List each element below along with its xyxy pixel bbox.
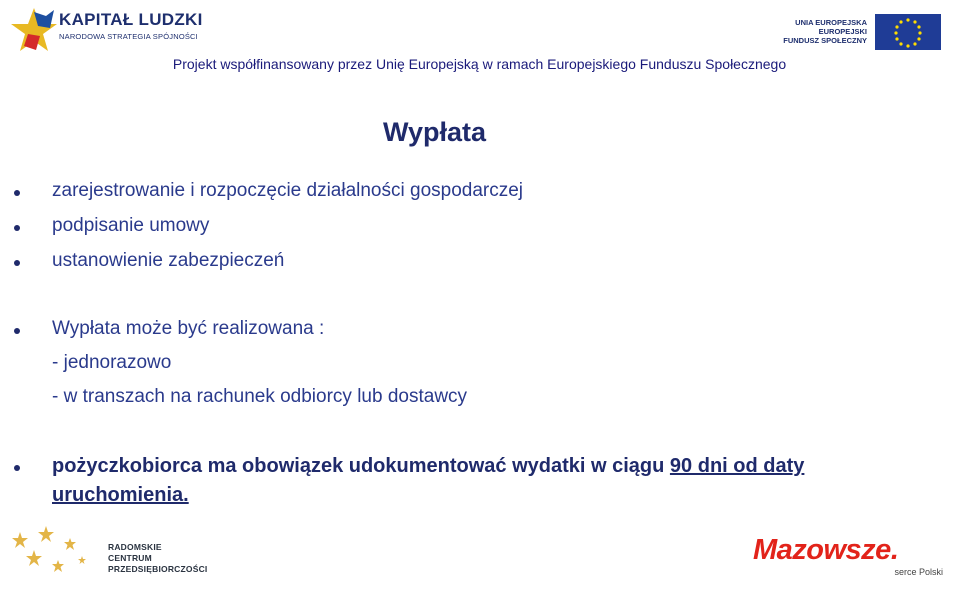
note-deadline: 90 dni od daty	[669, 455, 805, 477]
list-item-text: ustanowienie zabezpieczeń	[52, 250, 285, 271]
payout-option-text: - jednorazowo	[52, 352, 172, 373]
kapital-ludzki-title: KAPITAŁ LUDZKI	[59, 10, 203, 29]
project-cofinancing-line: Projekt współfinansowany przez Unię Europejską w ramach Europejskiego Funduszu Społecznego	[172, 56, 787, 72]
rcp-stars-icon	[8, 520, 100, 586]
kapital-ludzki-subtitle: NARODOWA STRATEGIA SPÓJNOŚCI	[59, 32, 198, 41]
bullet-icon	[14, 465, 20, 471]
payout-option-text: - w transzach na rachunek odbiorcy lub dostawcy	[52, 386, 468, 407]
bullet-icon	[14, 260, 20, 266]
eu-line1: UNIA EUROPEJSKA	[795, 18, 867, 27]
list-item-text: podpisanie umowy	[52, 215, 210, 236]
mazowsze-logo	[753, 534, 953, 584]
rcp-logo	[8, 520, 228, 588]
eu-text	[783, 18, 867, 45]
bullet-icon	[14, 328, 20, 334]
eu-flag-icon	[875, 14, 941, 50]
mazowsze-tagline: serce Polski	[894, 567, 943, 577]
mazowsze-wordmark: Mazowsze.	[753, 534, 899, 566]
note-text: pożyczkobiorca ma obowiązek udokumentować wydatki w ciągu	[52, 455, 670, 477]
payout-lead: Wypłata może być realizowana :	[52, 318, 325, 339]
slide-title: Wypłata	[383, 117, 487, 147]
bullet-icon	[14, 190, 20, 196]
rcp-line1: RADOMSKIE	[108, 542, 162, 552]
note-deadline-end: uruchomienia.	[52, 484, 189, 506]
eu-logo	[771, 14, 941, 52]
eu-line2: EUROPEJSKI	[818, 27, 867, 36]
bullet-icon	[14, 225, 20, 231]
list-item-text: zarejestrowanie i rozpoczęcie działalności gospodarczej	[52, 180, 524, 201]
rcp-line2: CENTRUM	[108, 553, 152, 563]
rcp-line3: PRZEDSIĘBIORCZOŚCI	[108, 564, 208, 574]
eu-line3: FUNDUSZ SPOŁECZNY	[783, 36, 867, 45]
